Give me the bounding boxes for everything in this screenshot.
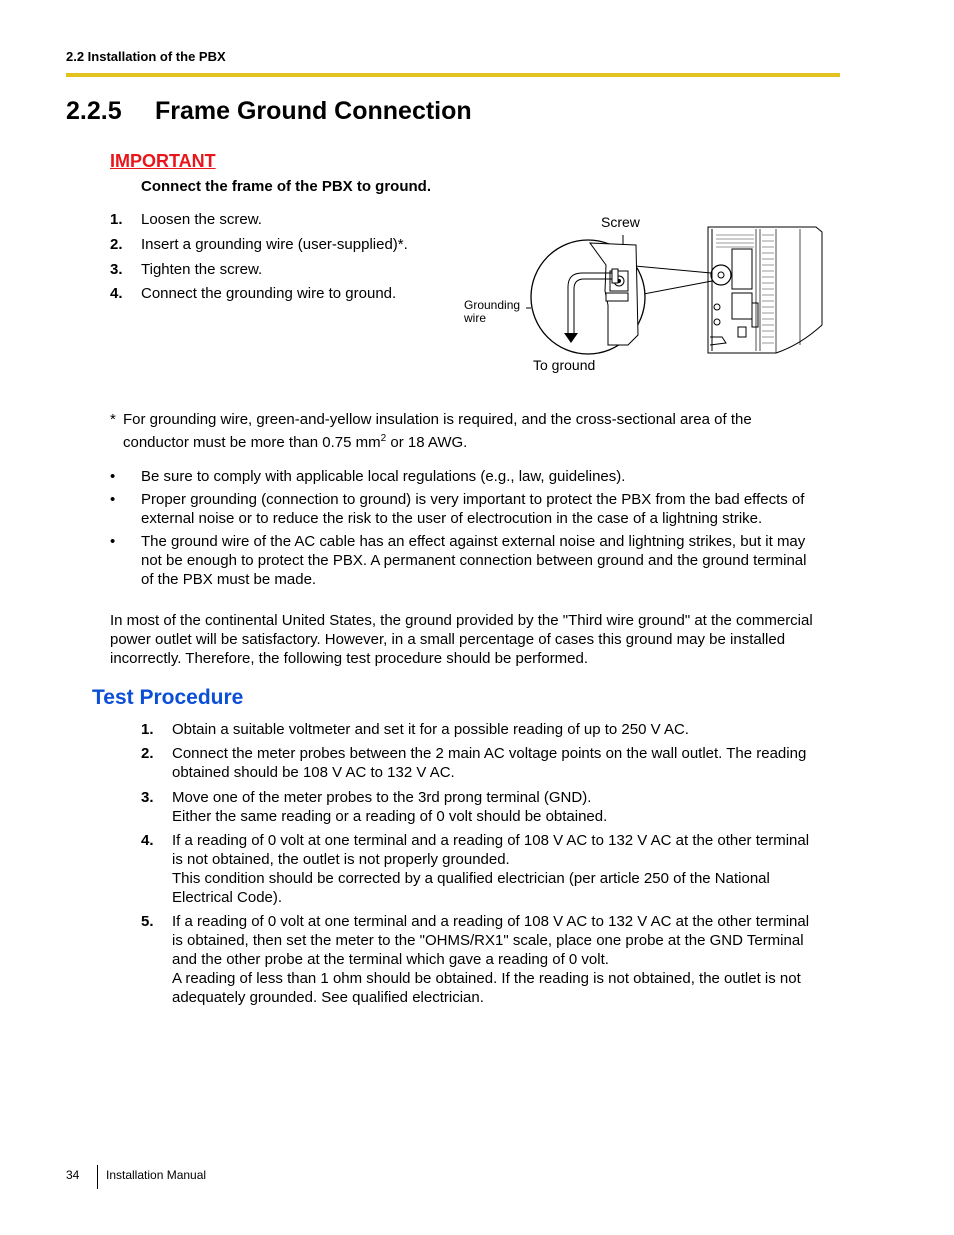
step-text: Insert a grounding wire (user-supplied)*. [141,236,408,253]
step-line: Obtain a suitable voltmeter and set it for a possible reading of up to 250 V AC. [172,721,689,738]
step-line: This condition should be corrected by a qualified electrician (per article 250 of the National [172,870,770,887]
step-line: If a reading of 0 volt at one terminal and a reading of 108 V AC to 132 V AC at the other terminal [172,832,810,849]
section-title: Frame Ground Connection [155,97,472,125]
footnote-text: or 18 AWG. [386,434,468,451]
step-line: and the other probe at the terminal which gave a reading of 0 volt. [172,951,609,968]
footnote-line [123,429,467,452]
step-number: 1. [141,721,154,738]
paragraph-line: In most of the continental United States, the ground provided by the "Third wire ground" at the commercial [110,612,813,629]
step-line: Either the same reading or a reading of 0 volt should be obtained. [172,808,608,825]
paragraph-line: power outlet will be satisfactory. However, in a small percentage of cases this ground may be installed [110,631,786,648]
footnote-line: For grounding wire, green-and-yellow insulation is required, and the cross-sectional area of the [123,411,752,428]
step-number: 2. [110,236,123,253]
bullet-line: of the PBX must be made. [141,571,317,588]
bullet-dot: • [110,491,116,508]
footer-divider [97,1165,98,1189]
step-line: Move one of the meter probes to the 3rd prong terminal (GND). [172,789,592,806]
step-text: Connect the grounding wire to ground. [141,285,397,302]
pbx-unit-illustration [708,227,822,353]
footnote-text: conductor must be more than 0.75 mm [123,434,381,451]
page-title [66,97,472,126]
zoom-detail-circle [531,240,645,354]
bullet-line: Be sure to comply with applicable local regulations (e.g., law, guidelines). [141,468,626,485]
test-procedure-title: Test Procedure [92,686,244,709]
bullet-line: Proper grounding (connection to ground) is very important to protect the PBX from the bad effects of [141,491,805,508]
to-ground-label: To ground [533,357,596,373]
important-label: IMPORTANT [110,151,216,171]
grounding-label-line1: Grounding [464,298,521,312]
step-text: Tighten the screw. [141,261,263,278]
section-number: 2.2.5 [66,97,122,125]
bullet-line: not be enough to protect the PBX. A permanent connection between ground and the ground terminal [141,552,807,569]
bullet-line: external noise or to reduce the risk to the user of electrocution in the case of a lightning strike. [141,510,763,527]
step-line: adequately grounded. See qualified electrician. [172,989,484,1006]
step-number: 4. [141,832,154,849]
running-header: 2.2 Installation of the PBX [66,49,226,64]
grounding-label-line2: wire [464,311,487,325]
step-text: Loosen the screw. [141,211,262,228]
footer-doc-title: Installation Manual [106,1168,207,1182]
step-number: 4. [110,285,123,302]
bullet-dot: • [110,533,116,550]
paragraph-line: incorrectly. Therefore, the following test procedure should be performed. [110,650,589,667]
step-number: 5. [141,913,154,930]
superscript: 2 [380,433,387,444]
important-text: Connect the frame of the PBX to ground. [141,178,432,195]
step-line: If a reading of 0 volt at one terminal and a reading of 108 V AC to 132 V AC at the other terminal [172,913,810,930]
step-line: is obtained, then set the meter to the "OHMS/RX1" scale, place one probe at the GND Terminal [172,932,804,949]
step-line: Electrical Code). [172,889,283,906]
step-line: A reading of less than 1 ohm should be obtained. If the reading is not obtained, the outlet is not [172,970,801,987]
intro-paragraph [110,611,813,668]
bullet-line: The ground wire of the AC cable has an effect against external noise and lightning strikes, but it may [141,533,806,550]
grounding-wire-label [464,299,520,325]
step-line: is not obtained, the outlet is not properly grounded. [172,851,510,868]
step-number: 3. [141,789,154,806]
step-number: 2. [141,745,154,762]
bullet-dot: • [110,468,116,485]
screw-label: Screw [601,214,640,230]
step-number: 3. [110,261,123,278]
step-number: 1. [110,211,123,228]
step-line: obtained should be 108 V AC to 132 V AC. [172,764,455,781]
step-line: Connect the meter probes between the 2 main AC voltage points on the wall outlet. The reading [172,745,807,762]
header-rule [66,73,840,77]
footnote-mark: * [110,411,116,428]
page-number: 34 [66,1168,80,1182]
grounding-illustration [460,205,830,380]
grounding-figure [460,205,830,380]
